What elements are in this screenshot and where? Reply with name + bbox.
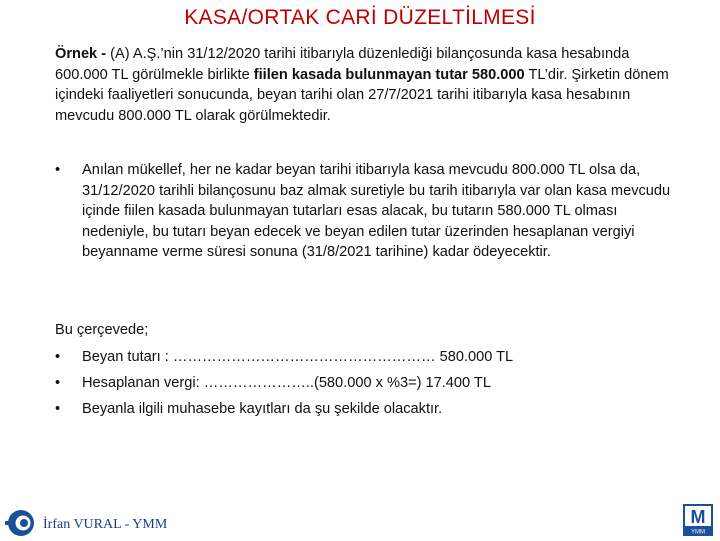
main-bullet: [55, 160, 675, 263]
author-logo-icon: [5, 508, 39, 538]
bullet-marker: •: [55, 375, 61, 391]
main-bullet-text: Anılan mükellef, her ne kadar beyan tarihi itibarıyla kasa mevcudu 800.000 TL olsa da, 31/12/2020 tarihli bilançosunu baz almak suretiyle bu tarih itibarıyla var olan kasa mevcudu içinde fiilen kasada bulunmayan tutarları esas alacak, bu tutarın 580.000 TL olması nedeniyle, bu tutarı beyan edecek ve beyan edilen tutar üzerinden hesaplanan vergiyi beyanname verme süresi sonuna (31/8/2021 tarihine) kadar ödeyecektir.: [82, 162, 671, 260]
list-item-text: Beyanla ilgili muhasebe kayıtları da şu şekilde olacaktır.: [82, 401, 443, 417]
slide-title: KASA/ORTAK CARİ DÜZELTİLMESİ: [184, 6, 536, 29]
example-bold-text: fiilen kasada bulunmayan tutar 580.000: [253, 66, 525, 83]
list-item: [55, 370, 675, 396]
list-item-text: Beyan tutarı : ……………………………………………… 580.000 TL: [82, 349, 514, 365]
list-item-text: Hesaplanan vergi: …………………..(580.000 x %3=) 17.400 TL: [82, 375, 491, 391]
bullet-marker: •: [55, 401, 61, 417]
example-paragraph: [55, 44, 675, 126]
list-item: [55, 396, 675, 422]
ymm-logo-icon: [683, 504, 713, 536]
example-text-end: TL’dir. Şirketin dönem içindeki faaliyetleri sonucunda, beyan tarihi olan 27/7/2021 tarihi itibarıyla kasa hesabının mevcudu 800.000 TL olarak görülmektedir.: [55, 66, 669, 124]
bullet-marker: •: [55, 162, 61, 178]
example-text-start: (A) A.Ş.’nin 31/12/2020 tarihi itibarıyla düzenlediği bilançosunda kasa hesabında 600.000 TL görülmekle birlikte: [55, 46, 630, 83]
logo-small-text: YMM: [691, 529, 705, 536]
corner-logo: [683, 504, 713, 541]
footer-branding: [5, 508, 167, 538]
bullet-marker: •: [55, 349, 61, 365]
logo-letter: M: [690, 507, 706, 527]
list-item: [55, 344, 675, 370]
framing-label: Bu çerçevede;: [55, 322, 149, 338]
summary-list: [55, 344, 675, 422]
footer-author: İrfan VURAL - YMM: [43, 517, 168, 532]
example-label: Örnek -: [55, 46, 107, 62]
